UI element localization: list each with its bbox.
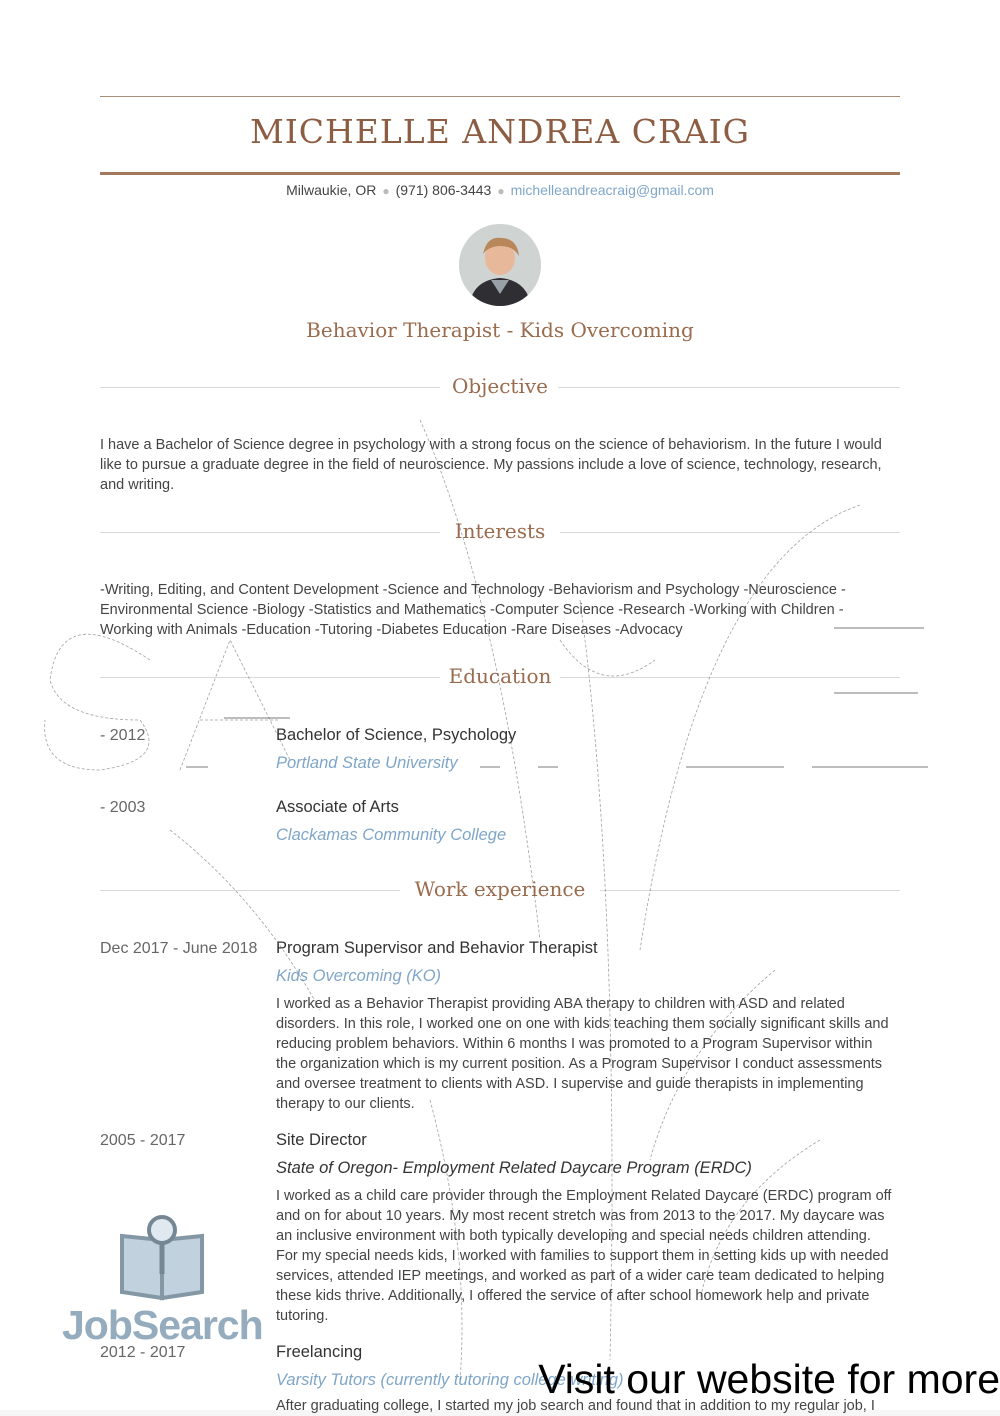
separator-dot: ● [497,184,505,198]
job-headline: Behavior Therapist - Kids Overcoming [306,318,694,342]
experience-role: Program Supervisor and Behavior Therapist [276,939,598,957]
book-search-icon [62,1214,272,1304]
phone: (971) 806-3443 [395,182,492,198]
section-title: Interests [454,519,546,543]
separator-dot: ● [382,184,390,198]
experience-org[interactable]: Kids Overcoming (KO) [276,967,442,985]
experience-date: 2012 - 2017 [100,1344,186,1361]
experience-org[interactable]: Varsity Tutors (currently tutoring college writing) [276,1371,624,1389]
jobsearch-logo [62,1214,272,1354]
experience-role: Freelancing [276,1343,363,1361]
section-title: Education [448,664,552,688]
visit-website-banner[interactable]: Visit our website for more [538,1356,1000,1402]
objective-header [100,372,900,402]
experience-description: I worked as a child care provider through the Employment Related Daycare (ERDC) program off and on for about 10 years. My most recent stretch was from 2013 to the 2017. My daycare was an inclusive environment with both typically developing and special needs children attending. For my special needs kids, I worked with families to support them in setting kids up with needed services, attended IEP meetings, and worked as part of a wider care team dedicated to helping these kids thrive. Additionally, I offered the service of after school homework help and private tutoring. [276,1188,892,1324]
experience-description: After graduating college, I started my job search and found that in addition to my regular job, I [276,1398,875,1414]
education-degree: Associate of Arts [276,798,399,816]
interests-text: -Writing, Editing, and Content Development -Science and Technology -Behaviorism and Psychology -Neuroscience -Environmental Science -Biology -Statistics and Mathematics -Computer Science -Research -Working with Children -Working with Animals -Education -Tutoring -Diabetes Education -Rare Diseases -Advocacy [100,582,846,638]
experience-date: 2005 - 2017 [100,1132,186,1149]
experience-org: State of Oregon- Employment Related Daycare Program (ERDC) [276,1159,752,1177]
avatar-photo [459,224,541,306]
objective-text: I have a Bachelor of Science degree in psychology with a strong focus on the science of behaviorism. In the future I would like to pursue a graduate degree in the field of neuroscience. My passions include a love of science, technology, research, and writing. [100,437,882,493]
top-divider [100,96,900,97]
email-link[interactable]: michelleandreacraig@gmail.com [510,182,714,198]
avatar [459,224,541,306]
section-title: Objective [451,374,548,398]
experience-role: Site Director [276,1131,367,1149]
experience-description: I worked as a Behavior Therapist providing ABA therapy to children with ASD and related disorders. In this role, I worked one on one with kids teaching them socially significant skills and reducing problem behaviors. Within 6 months I was promoted to a Program Supervisor within the organization which is my current position. As a Program Supervisor I conduct assessments and oversee treatment to clients with ASD. I supervise and guide therapists in implementing therapy to our clients. [276,996,889,1112]
education-header [100,662,900,692]
education-school[interactable]: Portland State University [276,754,458,772]
experience-date: Dec 2017 - June 2018 [100,940,258,957]
interests-header [100,517,900,547]
section-title: Work experience [414,877,586,901]
contact-line [100,182,900,198]
location: Milwaukie, OR [286,182,377,198]
candidate-name: MICHELLE ANDREA CRAIG [249,112,751,151]
experience-header [100,875,900,905]
education-degree: Bachelor of Science, Psychology [276,726,517,744]
education-school[interactable]: Clackamas Community College [276,826,507,844]
education-date: - 2003 [100,799,146,816]
logo-text: JobSearch [62,1302,263,1348]
education-date: - 2012 [100,727,146,744]
name-divider [100,172,900,175]
